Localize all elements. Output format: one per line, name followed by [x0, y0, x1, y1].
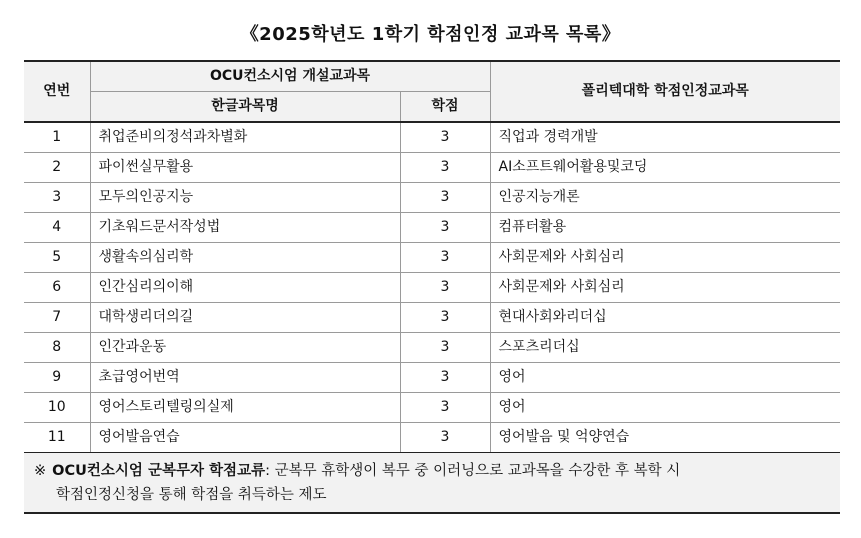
- row-credit: 3: [400, 213, 490, 243]
- row-poly-course: 인공지능개론: [490, 183, 840, 213]
- row-course-name: 생활속의심리학: [90, 243, 400, 273]
- table-row: [24, 183, 840, 213]
- row-poly-course: 컴퓨터활용: [490, 213, 840, 243]
- table-row: [24, 122, 840, 153]
- row-course-name: 영어스토리텔링의실제: [90, 393, 400, 423]
- row-poly-course: 직업과 경력개발: [490, 122, 840, 153]
- course-table: [24, 60, 840, 454]
- row-no: 10: [24, 393, 90, 423]
- footnote-text-1: : 군복무 휴학생이 복무 중 이러닝으로 교과목을 수강한 후 복학 시: [265, 463, 681, 479]
- reference-mark-icon: ※: [34, 463, 47, 479]
- row-course-name: 인간심리의이해: [90, 273, 400, 303]
- row-course-name: 초급영어번역: [90, 363, 400, 393]
- table-row: [24, 243, 840, 273]
- row-credit: 3: [400, 303, 490, 333]
- row-course-name: 기초워드문서작성법: [90, 213, 400, 243]
- row-no: 6: [24, 273, 90, 303]
- footnote-line-2: 학점인정신청을 통해 학점을 취득하는 제도: [56, 487, 327, 503]
- header-credit: 학점: [400, 92, 490, 123]
- row-no: 2: [24, 153, 90, 183]
- row-no: 4: [24, 213, 90, 243]
- table-row: [24, 273, 840, 303]
- table-row: [24, 303, 840, 333]
- table-row: [24, 213, 840, 243]
- row-no: 11: [24, 423, 90, 454]
- row-poly-course: 현대사회와리더십: [490, 303, 840, 333]
- row-course-name: 파이썬실무활용: [90, 153, 400, 183]
- footnote-line-1: [34, 459, 830, 483]
- header-row-1: [24, 61, 840, 92]
- row-credit: 3: [400, 333, 490, 363]
- header-ocu-group: OCU컨소시엄 개설교과목: [90, 61, 490, 92]
- row-poly-course: 영어: [490, 393, 840, 423]
- row-no: 1: [24, 122, 90, 153]
- row-no: 3: [24, 183, 90, 213]
- row-poly-course: 사회문제와 사회심리: [490, 273, 840, 303]
- footnote-label: OCU컨소시엄 군복무자 학점교류: [52, 463, 266, 479]
- table-row: [24, 423, 840, 454]
- row-credit: 3: [400, 363, 490, 393]
- row-poly-course: 영어발음 및 억양연습: [490, 423, 840, 454]
- row-credit: 3: [400, 153, 490, 183]
- row-credit: 3: [400, 423, 490, 454]
- header-poly-course: 폴리텍대학 학점인정교과목: [490, 61, 840, 122]
- header-course-name: 한글과목명: [90, 92, 400, 123]
- row-credit: 3: [400, 183, 490, 213]
- row-course-name: 대학생리더의길: [90, 303, 400, 333]
- row-credit: 3: [400, 393, 490, 423]
- table-row: [24, 153, 840, 183]
- row-poly-course: 스포츠리더십: [490, 333, 840, 363]
- row-credit: 3: [400, 273, 490, 303]
- row-course-name: 인간과운동: [90, 333, 400, 363]
- table-row: [24, 333, 840, 363]
- page-title: 《2025학년도 1학기 학점인정 교과목 목록》: [240, 24, 621, 45]
- row-no: 9: [24, 363, 90, 393]
- row-poly-course: 영어: [490, 363, 840, 393]
- row-poly-course: 사회문제와 사회심리: [490, 243, 840, 273]
- header-no: 연번: [24, 61, 90, 122]
- table-row: [24, 393, 840, 423]
- row-credit: 3: [400, 243, 490, 273]
- row-no: 7: [24, 303, 90, 333]
- row-no: 8: [24, 333, 90, 363]
- row-course-name: 모두의인공지능: [90, 183, 400, 213]
- row-poly-course: AI소프트웨어활용및코딩: [490, 153, 840, 183]
- row-no: 5: [24, 243, 90, 273]
- row-credit: 3: [400, 122, 490, 153]
- row-course-name: 취업준비의정석과차별화: [90, 122, 400, 153]
- row-course-name: 영어발음연습: [90, 423, 400, 454]
- footnote-box: [24, 453, 840, 514]
- table-row: [24, 363, 840, 393]
